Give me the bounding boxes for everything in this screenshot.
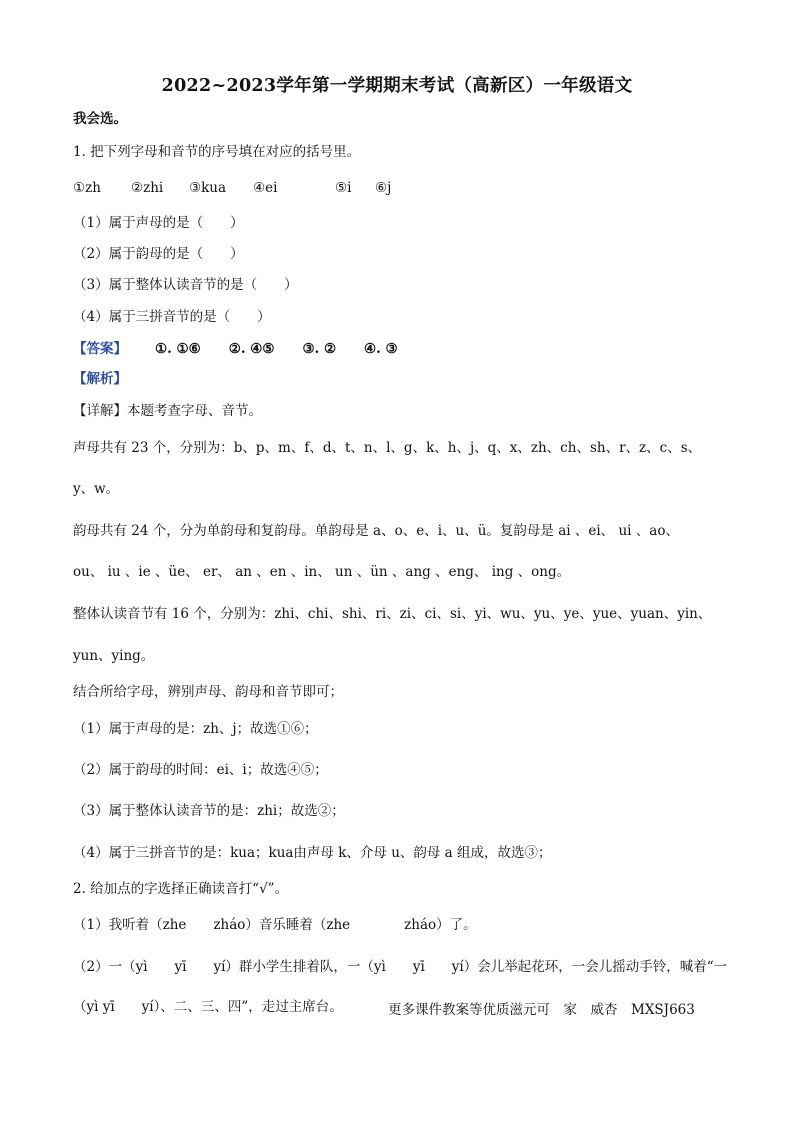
shengmu-line-1: 声母共有 23 个，分别为：b、p、m、f、d、t、n、l、g、k、h、j、q、x、zh、ch、sh、r、z、c、s、: [73, 440, 702, 456]
answer-1: ①. ①⑥: [155, 341, 201, 357]
explanation-2: （2）属于韵母的时间：ei、i；故选④⑤；: [73, 762, 328, 778]
analysis-tag: 【解析】: [73, 371, 127, 387]
zhengti-line-2: yun、ying。: [73, 648, 155, 664]
option-1: ①zh: [73, 180, 101, 196]
answer-tag: 【答案】: [73, 341, 127, 357]
q1-options: [73, 179, 391, 197]
option-3: ③kua: [189, 180, 227, 196]
explanation-3: （3）属于整体认读音节的是：zhi；故选②；: [73, 803, 345, 819]
q2-sentence-3: （yì yī yí）、二、三、四”，走过主席台。: [73, 999, 343, 1015]
q1-sub-4: （4）属于三拼音节的是（ ）: [73, 309, 271, 325]
q1-sub-2: （2）属于韵母的是（ ）: [73, 246, 244, 262]
page-title: 2022~2023学年第一学期期末考试（高新区）一年级语文: [161, 76, 633, 96]
q2-sentence-2: （2）一（yì yī yí）群小学生排着队，一（yì yī yí）会儿举起花环，一会儿摇动手铃，喊着“一: [73, 959, 728, 975]
option-2: ②zhi: [131, 180, 164, 196]
q1-sub-1: （1）属于声母的是（ ）: [73, 215, 244, 231]
answer-row: [73, 340, 398, 358]
combine-line: 结合所给字母，辨别声母、韵母和音节即可；: [73, 684, 343, 700]
explanation-1: （1）属于声母的是：zh、j；故选①⑥；: [73, 721, 318, 737]
q2-stem: 2. 给加点的字选择正确读音打“√”。: [73, 881, 289, 897]
option-5: ⑤i: [335, 180, 352, 196]
yunmu-line-1: 韵母共有 24 个，分为单韵母和复韵母。单韵母是 a、o、e、i、u、ü。复韵母是 ai 、ei、 ui 、ao、: [73, 523, 679, 539]
answer-3: ③. ②: [302, 341, 337, 357]
option-4: ④ei: [253, 180, 278, 196]
q2-sentence-1: （1）我听着（zhe zháo）音乐睡着（zhe zháo）了。: [73, 917, 477, 933]
q1-stem: 1. 把下列字母和音节的序号填在对应的括号里。: [73, 144, 361, 160]
shengmu-line-2: y、w。: [73, 481, 120, 497]
option-6: ⑥j: [375, 180, 392, 196]
answer-2: ②. ④⑤: [228, 341, 275, 357]
detail-line: 【详解】本题考查字母、音节。: [73, 403, 262, 419]
q1-sub-3: （3）属于整体认读音节的是（ ）: [73, 277, 298, 293]
watermark-text: 更多课件教案等优质滋元可 家 威杏 MXSJ663: [388, 1002, 695, 1018]
zhengti-line-1: 整体认读音节有 16 个，分别为：zhi、chi、shi、ri、zi、ci、si、yi、wu、yu、ye、yue、yuan、yin、: [73, 606, 712, 622]
yunmu-line-2: ou、 iu 、ie 、üe、 er、 an 、en 、in、 un 、ün 、ang 、eng、 ing 、ong。: [73, 564, 571, 580]
answer-4: ④. ③: [364, 341, 398, 357]
explanation-4: （4）属于三拼音节的是：kua；kua由声母 k、介母 u、韵母 a 组成，故选③；: [73, 845, 552, 861]
section-heading: 我会选。: [73, 111, 127, 127]
